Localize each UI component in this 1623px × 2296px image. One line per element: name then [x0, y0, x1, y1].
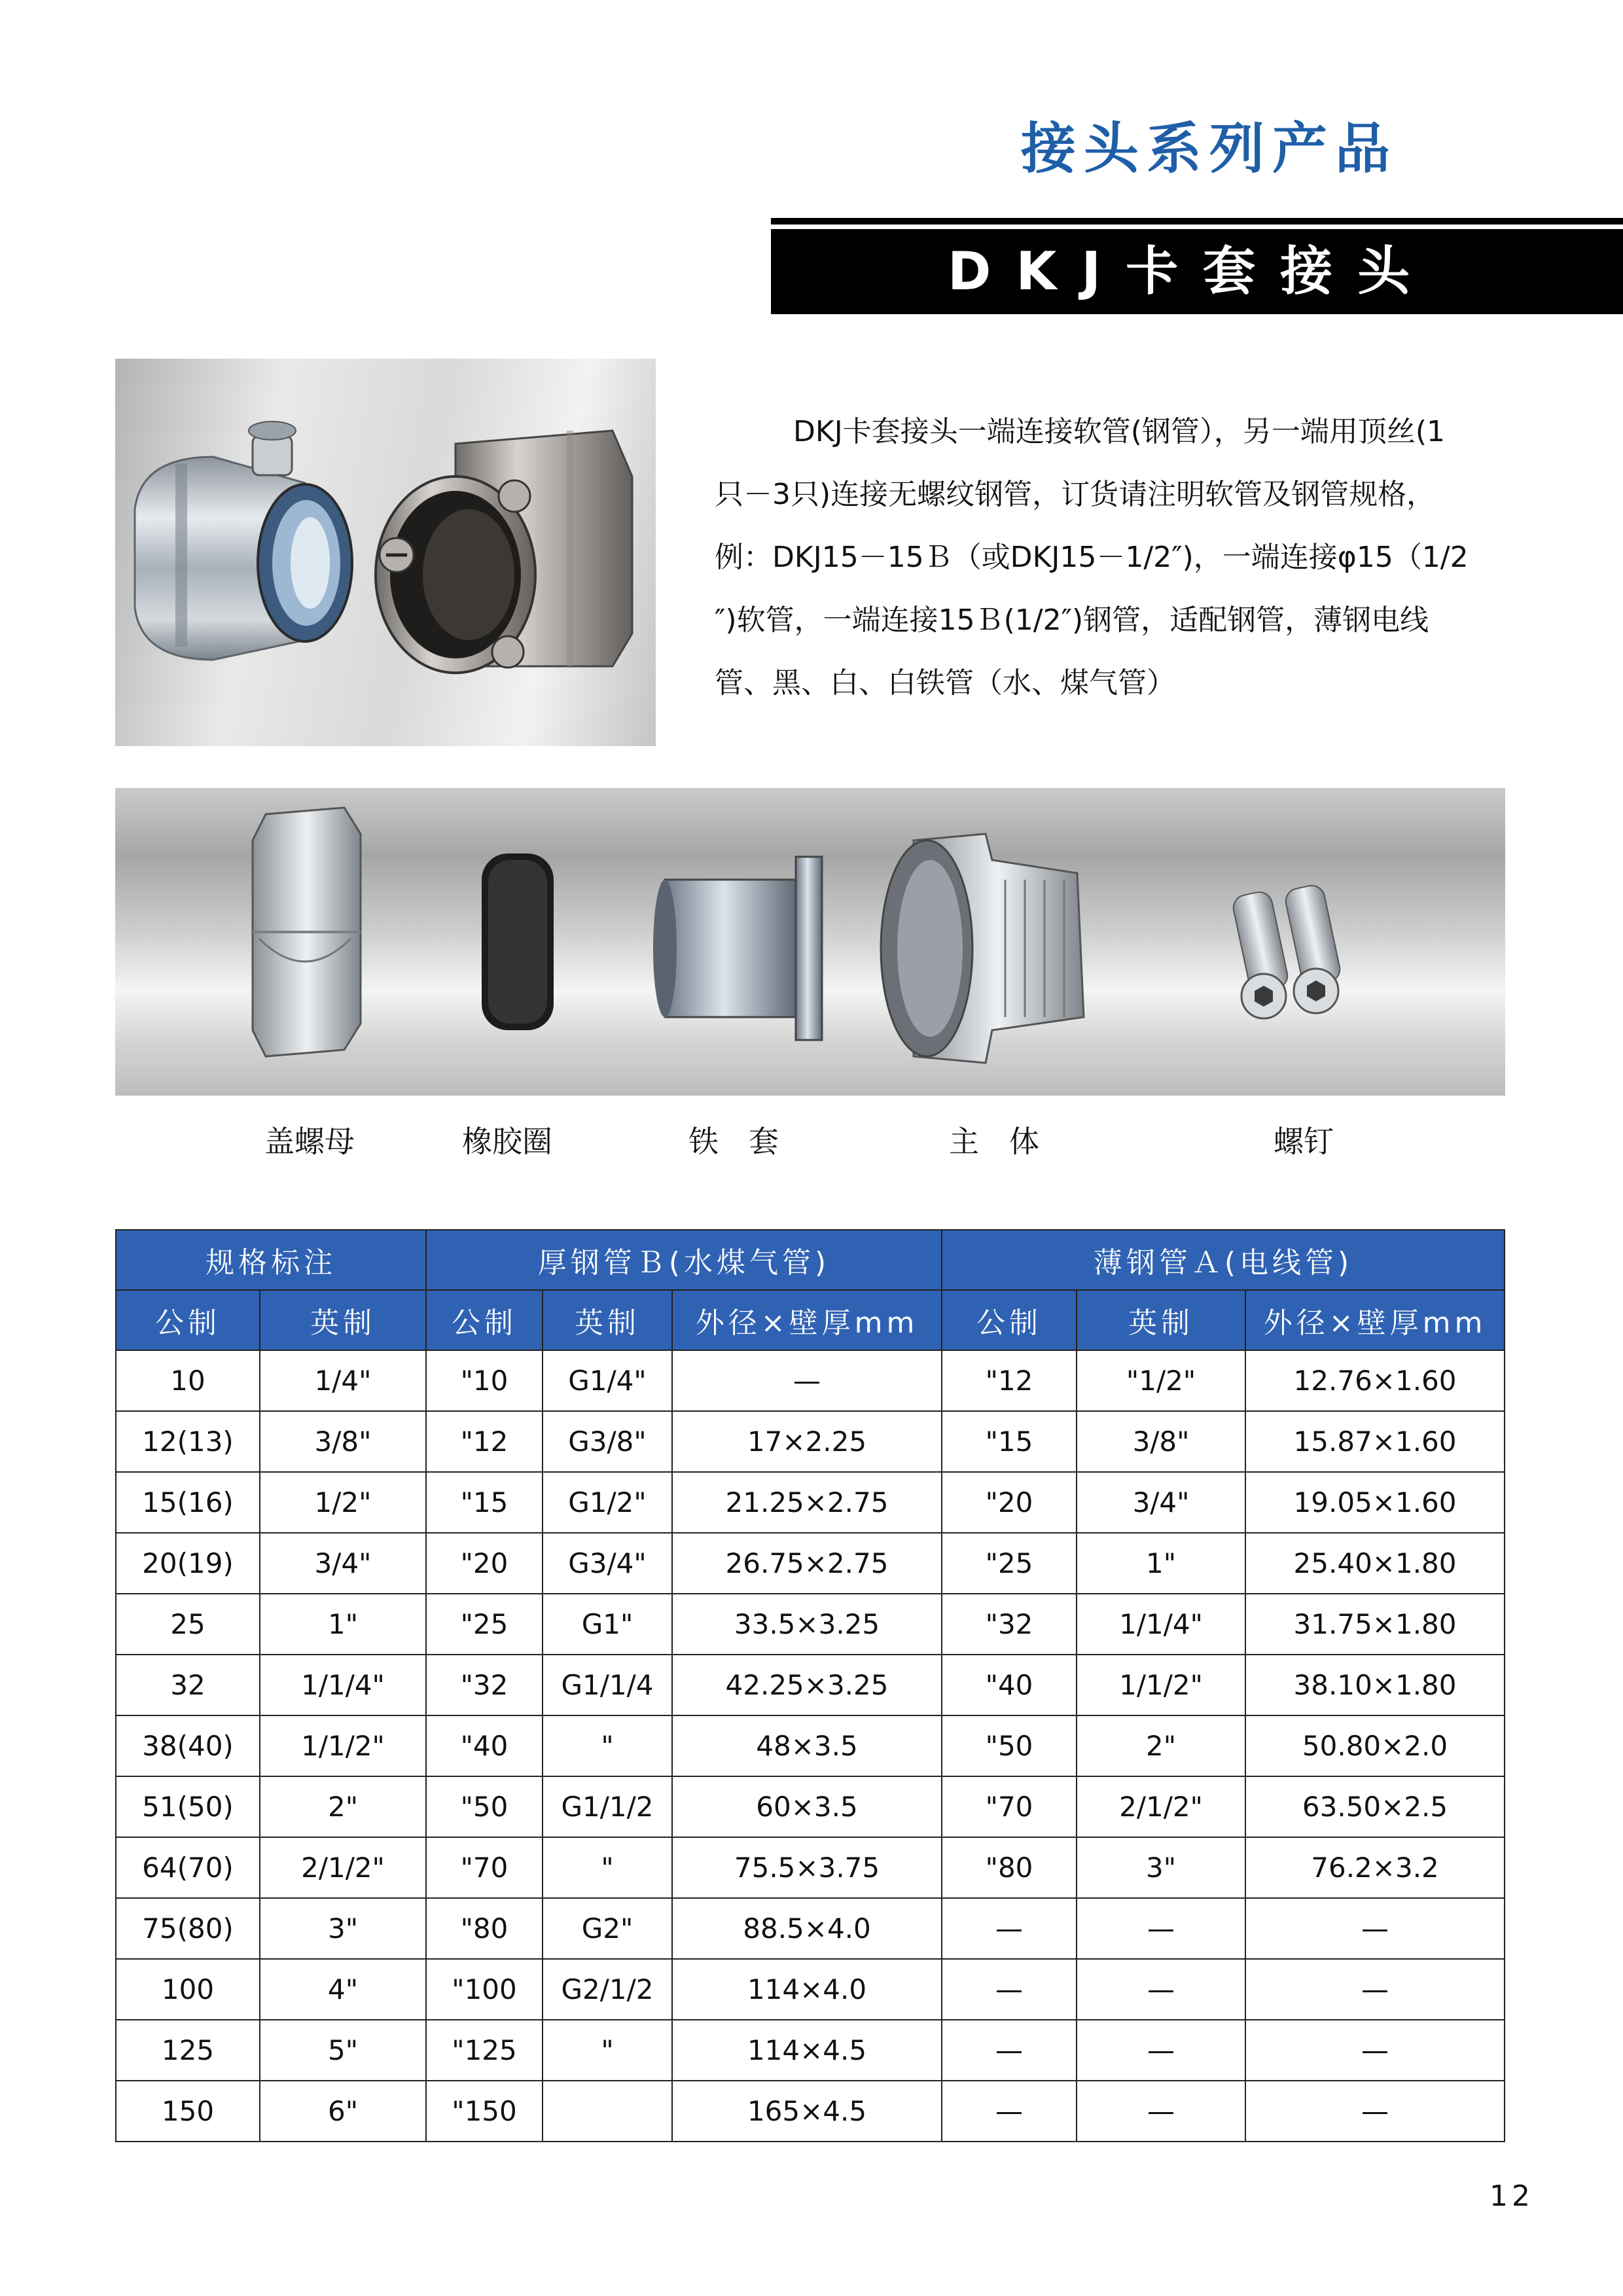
- table-cell: "25: [426, 1594, 543, 1655]
- table-cell: 12(13): [116, 1411, 260, 1472]
- table-cell: 3/8": [260, 1411, 426, 1472]
- table-cell: "80: [426, 1898, 543, 1959]
- table-cell: "25: [942, 1533, 1077, 1594]
- table-cell: "40: [426, 1715, 543, 1776]
- table-cell: 33.5×3.25: [672, 1594, 942, 1655]
- table-cell: 25.40×1.80: [1245, 1533, 1505, 1594]
- table-cell: 100: [116, 1959, 260, 2020]
- table-cell: 25: [116, 1594, 260, 1655]
- table-cell: G1/1/2: [543, 1776, 672, 1837]
- parts-photo: [115, 788, 1505, 1096]
- table-cell: 3/4": [260, 1533, 426, 1594]
- table-cell: 1/1/4": [260, 1655, 426, 1715]
- table-cell: 42.25×3.25: [672, 1655, 942, 1715]
- table-cell: 75(80): [116, 1898, 260, 1959]
- page-number: 12: [1489, 2179, 1534, 2213]
- table-cell: 1/1/4": [1077, 1594, 1245, 1655]
- table-cell: G1/2": [543, 1472, 672, 1533]
- table-cell: 48×3.5: [672, 1715, 942, 1776]
- table-cell: 1/1/2": [1077, 1655, 1245, 1715]
- table-cell: "15: [942, 1411, 1077, 1472]
- table-cell: —: [1245, 1959, 1505, 2020]
- table-cell: —: [1077, 2020, 1245, 2081]
- table-cell: G3/4": [543, 1533, 672, 1594]
- rubber-ring-part: [482, 853, 554, 1030]
- table-cell: ": [543, 2020, 672, 2081]
- table-cell: 38.10×1.80: [1245, 1655, 1505, 1715]
- table-cell: 1/4": [260, 1350, 426, 1411]
- table-cell: "150: [426, 2081, 543, 2142]
- page-title: 接头系列产品: [1021, 117, 1399, 181]
- table-cell: G1/1/4: [543, 1655, 672, 1715]
- table-cell: 114×4.0: [672, 1959, 942, 2020]
- table-cell: 31.75×1.80: [1245, 1594, 1505, 1655]
- caption-main-body: 主 体: [949, 1124, 1039, 1159]
- table-cell: "20: [942, 1472, 1077, 1533]
- table-cell: 51(50): [116, 1776, 260, 1837]
- main-body-part: [881, 834, 1084, 1063]
- table-cell: "50: [942, 1715, 1077, 1776]
- caption-screw: 螺钉: [1274, 1124, 1334, 1159]
- column-header: 外径×壁厚mm: [1245, 1290, 1505, 1350]
- table-cell: G3/8": [543, 1411, 672, 1472]
- table-row: [116, 1837, 1505, 1898]
- table-cell: —: [1245, 2020, 1505, 2081]
- table-cell: "80: [942, 1837, 1077, 1898]
- table-cell: —: [942, 1959, 1077, 2020]
- table-row: [116, 1472, 1505, 1533]
- product-description: [715, 401, 1533, 715]
- table-cell: —: [1077, 1959, 1245, 2020]
- table-cell: 5": [260, 2020, 426, 2081]
- cap-nut-part: [253, 808, 361, 1056]
- spec-table-body: [116, 1350, 1505, 2142]
- table-row: [116, 1533, 1505, 1594]
- group-header-spec: 规格标注: [116, 1230, 426, 1290]
- column-header: 英制: [543, 1290, 672, 1350]
- table-cell: G1": [543, 1594, 672, 1655]
- table-row: [116, 1776, 1505, 1837]
- table-cell: ": [543, 1837, 672, 1898]
- table-cell: 17×2.25: [672, 1411, 942, 1472]
- table-cell: 1/2": [260, 1472, 426, 1533]
- table-cell: —: [672, 1350, 942, 1411]
- table-cell: 3": [1077, 1837, 1245, 1898]
- table-cell: 2/1/2": [260, 1837, 426, 1898]
- description-line: 管、黑、白、白铁管（水、煤气管）: [715, 666, 1175, 700]
- table-cell: "40: [942, 1655, 1077, 1715]
- iron-sleeve-part: [653, 857, 822, 1040]
- table-cell: —: [942, 1898, 1077, 1959]
- group-header-thick-pipe: 厚钢管Ｂ(水煤气管): [426, 1230, 942, 1290]
- column-header: 公制: [942, 1290, 1077, 1350]
- table-cell: G2/1/2: [543, 1959, 672, 2020]
- table-cell: —: [1077, 2081, 1245, 2142]
- table-cell: 3": [260, 1898, 426, 1959]
- table-cell: 50.80×2.0: [1245, 1715, 1505, 1776]
- table-cell: —: [1245, 2081, 1505, 2142]
- table-cell: 32: [116, 1655, 260, 1715]
- banner-rule: [771, 218, 1623, 224]
- spec-table: [115, 1229, 1505, 2142]
- table-cell: "50: [426, 1776, 543, 1837]
- table-cell: 60×3.5: [672, 1776, 942, 1837]
- table-row: [116, 1350, 1505, 1411]
- description-line: 例：DKJ15－15Ｂ（或DKJ15－1/2″)，一端连接φ15（1/2: [715, 541, 1469, 574]
- table-cell: 64(70): [116, 1837, 260, 1898]
- table-cell: 1/1/2": [260, 1715, 426, 1776]
- column-header: 英制: [1077, 1290, 1245, 1350]
- description-line: 只－3只)连接无螺纹钢管，订货请注明软管及钢管规格，: [715, 478, 1436, 511]
- table-cell: 12.76×1.60: [1245, 1350, 1505, 1411]
- table-cell: "125: [426, 2020, 543, 2081]
- table-cell: 150: [116, 2081, 260, 2142]
- table-cell: "1/2": [1077, 1350, 1245, 1411]
- table-cell: —: [1245, 1898, 1505, 1959]
- column-header: 外径×壁厚mm: [672, 1290, 942, 1350]
- table-cell: "70: [426, 1837, 543, 1898]
- table-cell: 6": [260, 2081, 426, 2142]
- table-cell: 114×4.5: [672, 2020, 942, 2081]
- table-cell: "10: [426, 1350, 543, 1411]
- caption-iron-sleeve: 铁 套: [688, 1124, 779, 1159]
- column-header: 公制: [426, 1290, 543, 1350]
- table-row: [116, 1655, 1505, 1715]
- table-row: [116, 1594, 1505, 1655]
- table-cell: 1": [260, 1594, 426, 1655]
- table-cell: 1": [1077, 1533, 1245, 1594]
- table-cell: 63.50×2.5: [1245, 1776, 1505, 1837]
- table-cell: 75.5×3.75: [672, 1837, 942, 1898]
- table-cell: G1/4": [543, 1350, 672, 1411]
- table-cell: "32: [942, 1594, 1077, 1655]
- column-header: 公制: [116, 1290, 260, 1350]
- table-cell: "12: [942, 1350, 1077, 1411]
- parts-illustration: [115, 788, 1505, 1096]
- column-header: 英制: [260, 1290, 426, 1350]
- table-row: [116, 1959, 1505, 2020]
- table-cell: 2/1/2": [1077, 1776, 1245, 1837]
- table-cell: 88.5×4.0: [672, 1898, 942, 1959]
- description-line: ″)软管，一端连接15Ｂ(1/2″)钢管，适配钢管，薄钢电线: [715, 603, 1429, 637]
- table-row: [116, 2020, 1505, 2081]
- table-row: [116, 2081, 1505, 2142]
- table-cell: "20: [426, 1533, 543, 1594]
- table-cell: —: [942, 2081, 1077, 2142]
- table-cell: 165×4.5: [672, 2081, 942, 2142]
- table-cell: 4": [260, 1959, 426, 2020]
- table-cell: 3/4": [1077, 1472, 1245, 1533]
- table-cell: 125: [116, 2020, 260, 2081]
- table-cell: —: [942, 2020, 1077, 2081]
- table-cell: "32: [426, 1655, 543, 1715]
- table-row: [116, 1411, 1505, 1472]
- table-cell: 2": [260, 1776, 426, 1837]
- table-cell: "15: [426, 1472, 543, 1533]
- table-cell: [543, 2081, 672, 2142]
- table-cell: "100: [426, 1959, 543, 2020]
- table-cell: 76.2×3.2: [1245, 1837, 1505, 1898]
- table-cell: 20(19): [116, 1533, 260, 1594]
- table-cell: 3/8": [1077, 1411, 1245, 1472]
- table-cell: 15.87×1.60: [1245, 1411, 1505, 1472]
- table-cell: 19.05×1.60: [1245, 1472, 1505, 1533]
- table-cell: 15(16): [116, 1472, 260, 1533]
- table-cell: 2": [1077, 1715, 1245, 1776]
- description-line: DKJ卡套接头一端连接软管(钢管），另一端用顶丝(1: [793, 415, 1446, 448]
- screws-part: [1231, 883, 1342, 1018]
- table-row: [116, 1898, 1505, 1959]
- table-cell: 26.75×2.75: [672, 1533, 942, 1594]
- table-cell: G2": [543, 1898, 672, 1959]
- product-photo: [115, 359, 656, 746]
- caption-rubber-ring: 橡胶圈: [462, 1124, 552, 1159]
- table-cell: 21.25×2.75: [672, 1472, 942, 1533]
- product-banner: DKJ卡套接头: [771, 229, 1623, 314]
- fitting-illustration: [115, 359, 656, 746]
- table-cell: ": [543, 1715, 672, 1776]
- table-cell: —: [1077, 1898, 1245, 1959]
- caption-cap-nut: 盖螺母: [264, 1124, 355, 1159]
- group-header-thin-pipe: 薄钢管Ａ(电线管): [942, 1230, 1505, 1290]
- table-cell: 10: [116, 1350, 260, 1411]
- table-cell: 38(40): [116, 1715, 260, 1776]
- table-row: [116, 1715, 1505, 1776]
- table-cell: "70: [942, 1776, 1077, 1837]
- table-cell: "12: [426, 1411, 543, 1472]
